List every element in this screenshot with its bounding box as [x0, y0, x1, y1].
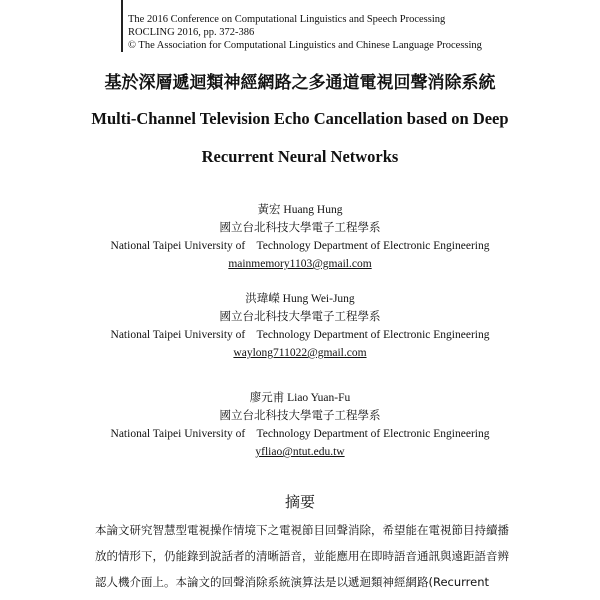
title-english-line: Multi-Channel Television Echo Cancellation based on Deep [91, 109, 509, 128]
abstract-line: 放的情形下，仍能錄到說話者的清晰語音，並能應用在即時語音通訊與遠距語音辨 [95, 549, 509, 563]
author-dept-en: National Taipei University of Technology Department of Electronic Engineering [110, 240, 490, 252]
author-email[interactable]: yfliao@ntut.edu.tw [255, 446, 345, 458]
author-dept-en: National Taipei University of Technology Department of Electronic Engineering [110, 329, 490, 341]
author-block [0, 201, 600, 273]
title-chinese: 基於深層遞迴類神經網路之多通道電視回聲消除系統 [104, 73, 496, 93]
abstract-line: 本論文研究智慧型電視操作情境下之電視節目回聲消除，希望能在電視節目持續播 [95, 523, 509, 537]
abstract-body [95, 521, 525, 591]
author-dept-zh: 國立台北科技大學電子工程學系 [219, 222, 381, 234]
abstract-heading: 摘要 [284, 495, 315, 511]
author-name: 廖元甫 Liao Yuan-Fu [249, 392, 351, 404]
author-email[interactable]: mainmemory1103@gmail.com [228, 258, 372, 270]
header-line: ROCLING 2016, pp. 372-386 [128, 27, 255, 38]
author-dept-zh: 國立台北科技大學電子工程學系 [219, 311, 381, 323]
header-line: © The Association for Computational Linguistics and Chinese Language Processing [128, 40, 482, 51]
abstract-line: 認人機介面上。本論文的回聲消除系統演算法是以遞迴類神經網路(Recurrent [95, 575, 490, 589]
title-english-line: Recurrent Neural Networks [201, 147, 399, 166]
author-email[interactable]: waylong711022@gmail.com [233, 347, 367, 359]
author-name: 黃宏 Huang Hung [257, 204, 343, 216]
header-line: The 2016 Conference on Computational Linguistics and Speech Processing [128, 14, 446, 25]
author-dept-zh: 國立台北科技大學電子工程學系 [219, 410, 381, 422]
author-block [0, 389, 600, 461]
conference-header [121, 0, 588, 52]
author-dept-en: National Taipei University of Technology Department of Electronic Engineering [110, 428, 490, 440]
author-block [0, 290, 600, 362]
author-name: 洪瑋嶸 Hung Wei-Jung [245, 293, 355, 305]
